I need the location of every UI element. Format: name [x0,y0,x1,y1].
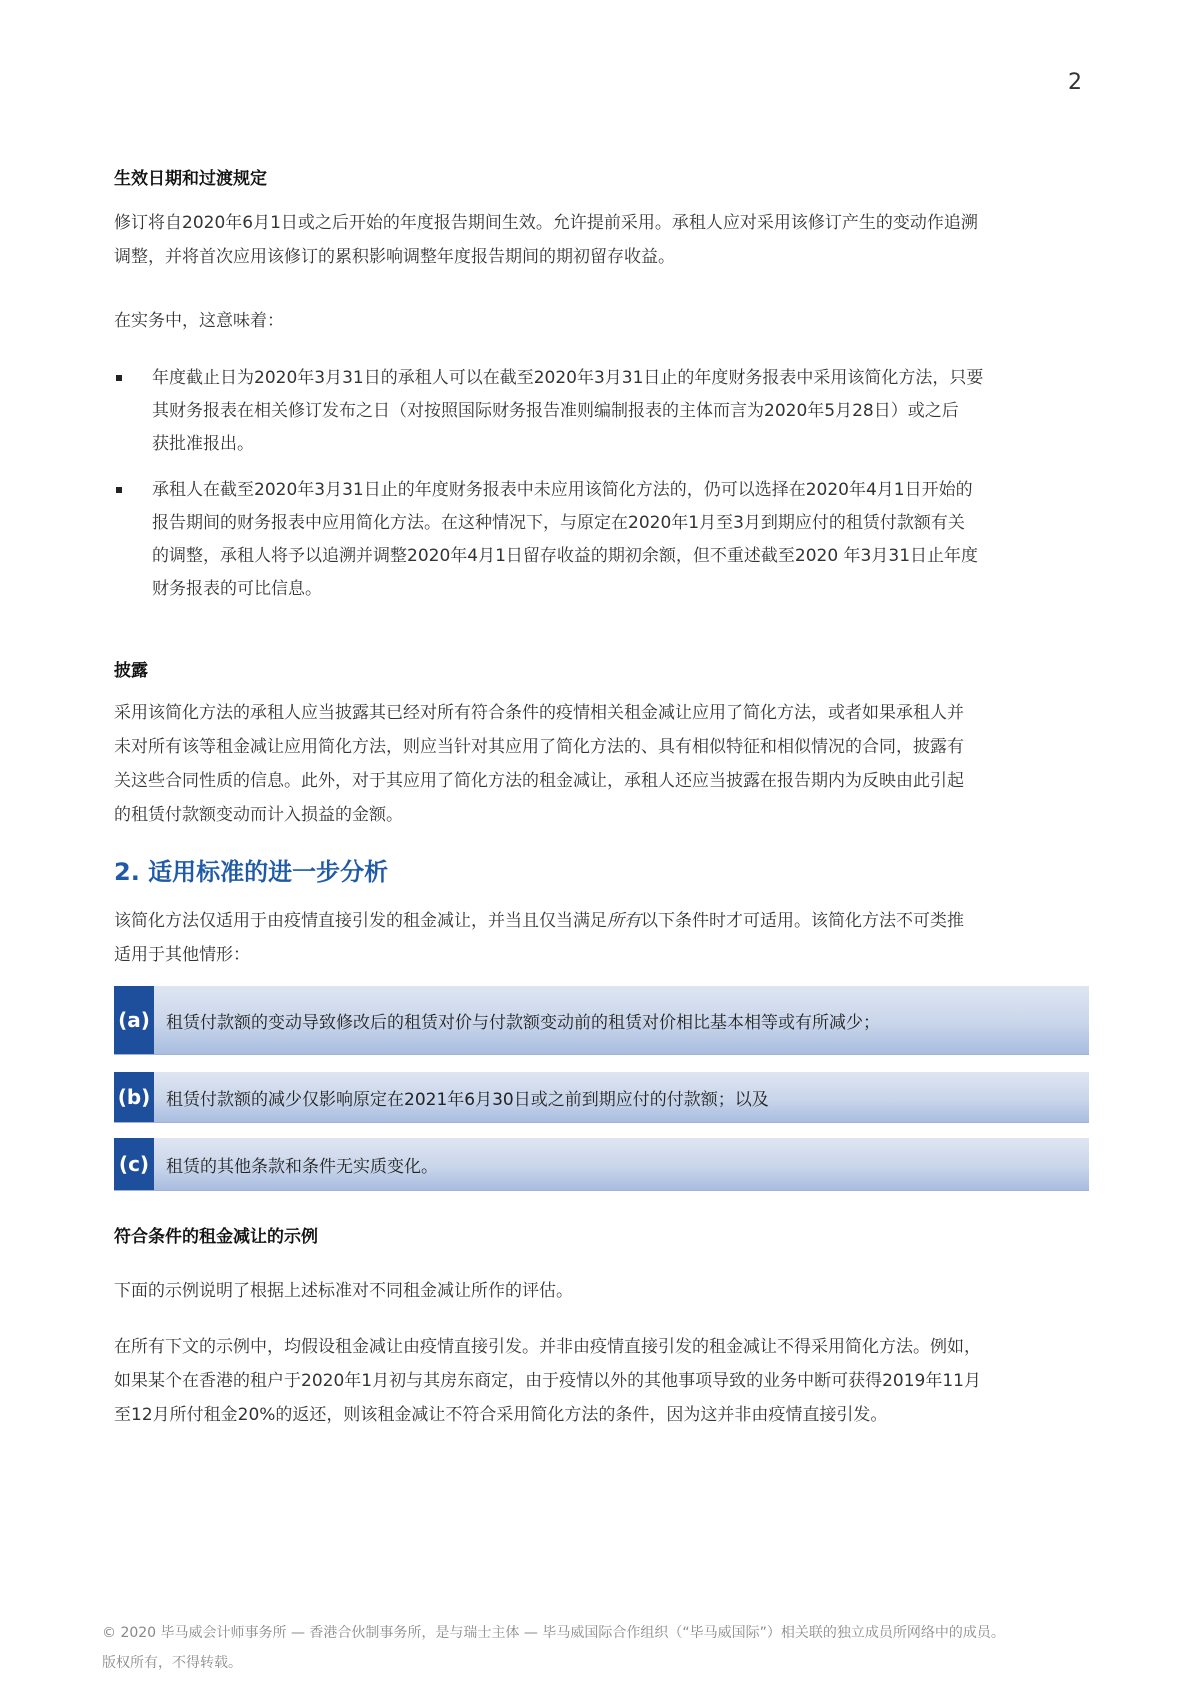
intro-text: 该简化方法仅适用于由疫情直接引发的租金减让，并当且仅当满足 [114,911,607,931]
bullet-line: 获批准报出。 [152,434,254,454]
bullet-line: 承租人在截至2020年3月31日止的年度财务报表中未应用该简化方法的，仍可以选择在2020年4月1日开始的 [152,480,973,500]
in-practice-paragraph: 在实务中，这意味着： [114,311,284,331]
condition-box [114,986,1089,1054]
condition-label: (b) [114,1072,154,1122]
paragraph-line: 的租赁付款额变动而计入损益的金额。 [114,805,403,825]
examples-heading: 符合条件的租金减让的示例 [114,1227,318,1247]
paragraph-line: 修订将自2020年6月1日或之后开始的年度报告期间生效。允许提前采用。承租人应对采用该修订产生的变动作追溯 [114,213,978,233]
bullet-text [152,362,1092,461]
paragraph-line: 未对所有该等租金减让应用简化方法，则应当针对其应用了简化方法的、具有相似特征和相似情况的合同，披露有 [114,737,964,757]
condition-text: 租赁付款额的变动导致修改后的租赁对价与付款额变动前的租赁对价相比基本相等或有所减少； [166,1012,880,1033]
bullet-line: 报告期间的财务报表中应用简化方法。在这种情况下，与原定在2020年1月至3月到期应付的租赁付款额有关 [152,513,965,533]
footer [102,1618,1122,1678]
bullet-line: 财务报表的可比信息。 [152,579,322,599]
condition-label: (c) [114,1138,154,1190]
paragraph-line: 如果某个在香港的租户于2020年1月初与其房东商定，由于疫情以外的其他事项导致的业务中断可获得2019年11月 [114,1371,981,1391]
examples-paragraph [114,1330,1092,1432]
condition-text: 租赁的其他条款和条件无实质变化。 [166,1156,438,1177]
footer-copyright: © 2020 毕马威会计师事务所 — 香港合伙制事务所，是与瑞士主体 — 毕马威国际合作组织（“毕马威国际”）相关联的独立成员所网络中的成员。 [102,1625,1005,1641]
paragraph-line: 调整，并将首次应用该修订的累积影响调整年度报告期间的期初留存收益。 [114,247,675,267]
intro-text: 以下条件时才可适用。该简化方法不可类推 [641,911,964,931]
paragraph-line: 关这些合同性质的信息。此外，对于其应用了简化方法的租金减让，承租人还应当披露在报告期内为反映由此引起 [114,771,964,791]
condition-box [114,1138,1089,1190]
disclosure-paragraph [114,696,1092,832]
effective-paragraph [114,206,1092,274]
paragraph-line: 在所有下文的示例中，均假设租金减让由疫情直接引发。并非由疫情直接引发的租金减让不得采用简化方法。例如， [114,1337,981,1357]
examples-intro-paragraph: 下面的示例说明了根据上述标准对不同租金减让所作的评估。 [114,1281,573,1301]
condition-label: (a) [114,986,154,1054]
analysis-intro-paragraph [114,904,1092,972]
section-title: 2. 适用标准的进一步分析 [114,858,389,886]
footer-rights: 版权所有，不得转载。 [102,1655,242,1671]
condition-text: 租赁付款额的减少仅影响原定在2021年6月30日或之前到期应付的付款额；以及 [166,1089,769,1110]
bullet-dot-icon [116,487,122,493]
paragraph-line: 采用该简化方法的承租人应当披露其已经对所有符合条件的疫情相关租金减让应用了简化方法，或者如果承租人并 [114,703,964,723]
bullet-text [152,474,1092,606]
disclosure-heading: 披露 [114,661,148,681]
paragraph-line [114,904,1092,938]
page-number: 2 [1068,70,1082,95]
effective-date-heading: 生效日期和过渡规定 [114,169,267,189]
paragraph-line: 至12月所付租金20%的返还，则该租金减让不符合采用简化方法的条件，因为这并非由疫情直接引发。 [114,1405,888,1425]
intro-emphasis: 所有 [607,911,641,931]
condition-box [114,1072,1089,1122]
bullet-line: 年度截止日为2020年3月31日的承租人可以在截至2020年3月31日止的年度财务报表中采用该简化方法，只要 [152,368,984,388]
bullet-dot-icon [116,375,122,381]
bullet-line: 其财务报表在相关修订发布之日（对按照国际财务报告准则编制报表的主体而言为2020年5月28日）或之后 [152,401,959,421]
paragraph-line: 适用于其他情形： [114,945,250,965]
bullet-line: 的调整，承租人将予以追溯并调整2020年4月1日留存收益的期初余额，但不重述截至2020 年3月31日止年度 [152,546,979,566]
